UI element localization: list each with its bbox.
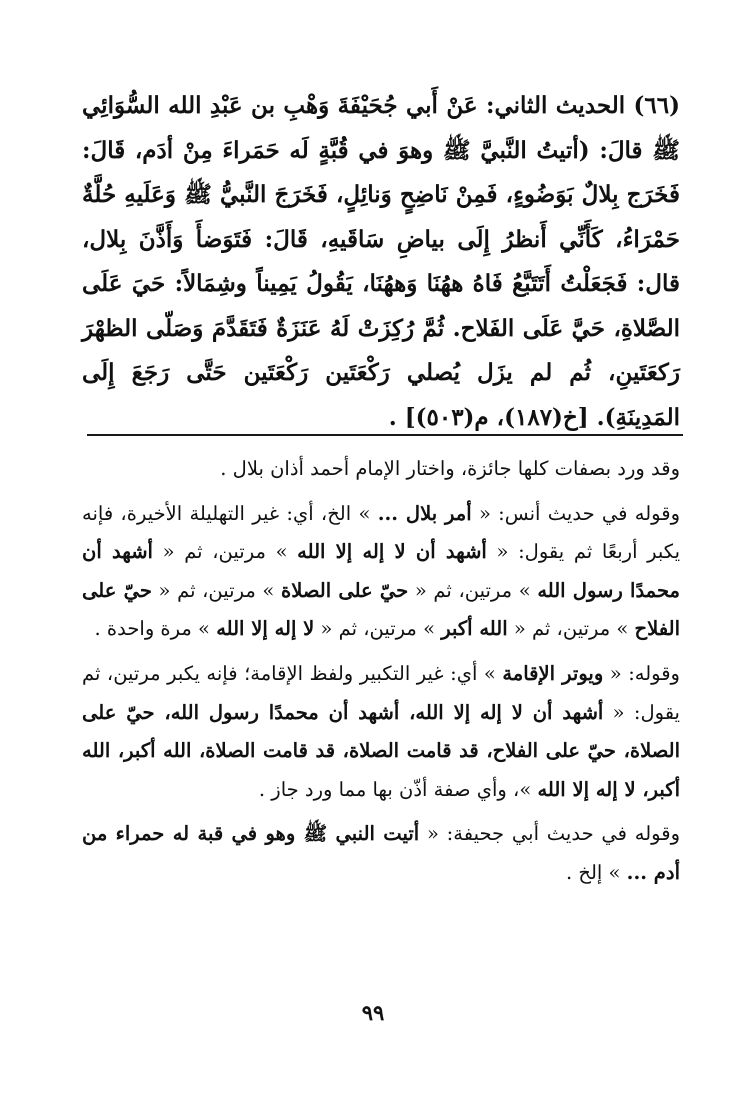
commentary-text: » مرتين، ثم « bbox=[408, 578, 538, 602]
commentary-text: » أي: غير التكبير ولفظ الإقامة؛ فإنه يكبر مرتين، ثم يقول: « bbox=[82, 661, 680, 724]
commentary-quote: حيّ على الفلاح bbox=[82, 578, 680, 641]
commentary-quote: أتيت النبي ﷺ وهو في قبة له حمراء من أدم ... bbox=[82, 822, 680, 884]
commentary-quote: ويوتر الإقامة bbox=[502, 661, 604, 685]
commentary-block bbox=[82, 450, 680, 899]
commentary-text: » الخ، أي: غير التهليلة الأخيرة، فإنه يكبر أربعًا ثم يقول: « bbox=[82, 501, 680, 564]
hadith-text-block bbox=[82, 84, 680, 440]
commentary-paragraph-2 bbox=[82, 495, 680, 649]
commentary-text: »، وأي صفة أذّن بها مما ورد جاز . bbox=[258, 777, 538, 801]
commentary-quote: حيّ على الصلاة bbox=[280, 578, 409, 602]
commentary-text: وقوله: « bbox=[603, 661, 680, 685]
page-number: ٩٩ bbox=[361, 1000, 385, 1025]
commentary-text: وقد ورد بصفات كلها جائزة، واختار الإمام أحمد أذان بلال . bbox=[220, 457, 680, 480]
commentary-text: » مرتين، ثم « bbox=[507, 617, 635, 641]
commentary-text: وقوله في حديث أنس: « bbox=[471, 501, 680, 525]
commentary-text: » مرتين، ثم « bbox=[314, 617, 442, 641]
commentary-text: » مرة واحدة . bbox=[94, 617, 217, 641]
commentary-quote: أمر بلال ... bbox=[377, 501, 472, 525]
commentary-quote: أشهد أن لا إله إلا الله، أشهد أن محمدًا رسول الله، حيّ على الصلاة، حيّ على الفلاح، قد قامت الصلاة، قد قامت الصلاة، الله أكبر، الله أكبر، لا إله إلا الله bbox=[82, 700, 680, 801]
commentary-paragraph-1 bbox=[82, 450, 680, 489]
commentary-quote: الله أكبر bbox=[441, 617, 508, 641]
commentary-text: وقوله في حديث أبي جحيفة: « bbox=[419, 822, 680, 846]
commentary-quote: أشهد أن محمدًا رسول الله bbox=[82, 540, 680, 602]
footnote-divider bbox=[87, 434, 683, 436]
commentary-quote: أشهد أن لا إله إلا الله bbox=[297, 540, 487, 564]
hadith-paragraph: (٦٦) الحديث الثاني: عَنْ أَبي جُحَيْفَةَ وَهْبِ بن عَبْدِ الله السُّوَائِي ﷺ قالَ: (أتيتُ النَّبيَّ ﷺ وهوَ في قُبَّةٍ لَه حَمَراءَ مِنْ أدَم، قَالَ: فَخَرَج بِلالٌ بَوَضُوءٍ، فَمِنْ نَاضِحٍ وَنائِلٍ، فَخَرَجَ النَّبيُّ ﷺ وَعَلَيهِ حُلَّةٌ حَمْرَاءُ، كَأَنِّي أَنظرُ إِلَى بياضِ سَاقَيهِ، قَالَ: فَتَوَضأَ وَأَذَّنَ بِلال، قال: فَجَعَلْتُ أَتَتَبَّعُ فَاهُ ههُنَا وَههُنَا، يَقُولُ يَمِيناً وشِمَالاً: حَيَ عَلَى الصَّلاةِ، حَيَّ عَلَى الفَلاح. ثُمَّ رُكِزَتْ لَهُ عَنَزَةٌ فَتَقَدَّمَ وَصَلّى الظهْرَ رَكعَتَينِ، ثُم لم يزَل يُصلي رَكْعَتَين رَكْعَتَين حَتَّى رَجَعَ إِلَى المَدِينَةِ). [خ(١٨٧)، م(٥٠٣)] . bbox=[82, 92, 680, 431]
commentary-quote: لا إله إلا الله bbox=[216, 617, 315, 641]
commentary-paragraph-4 bbox=[82, 815, 680, 892]
commentary-text: » مرتين، ثم « bbox=[152, 540, 298, 564]
commentary-paragraph-3 bbox=[82, 655, 680, 809]
commentary-text: » مرتين، ثم « bbox=[151, 578, 281, 602]
commentary-text: » إلخ . bbox=[565, 860, 627, 884]
